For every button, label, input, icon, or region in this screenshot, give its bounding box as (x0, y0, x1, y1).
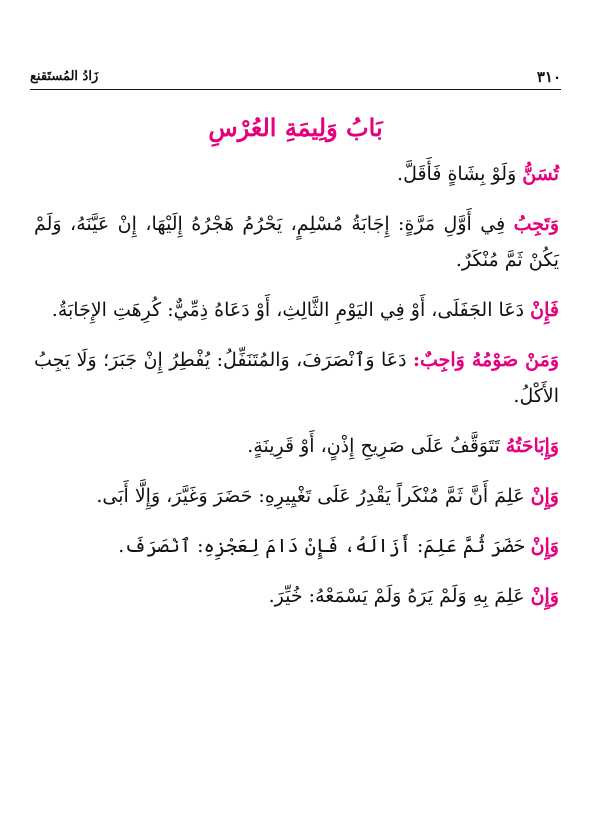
paragraph-text: تَتَوَقَّفُ عَلَى صَرِيحِ إِذْنٍ، أَوْ قَرِينَةٍ. (247, 435, 506, 457)
paragraph-text: وَلَوْ بِشَاةٍ فَأَقَلَّ. (397, 163, 523, 185)
body-text (34, 156, 559, 628)
paragraph-lead: فَإِنْ (530, 299, 559, 321)
paragraph-text: دَعَا وَٱنْصَرَفَ، وَالمُتَنَفِّلُ: يُفْطِرُ إِنْ جَبَرَ؛ وَلَا يَجِبُ الأَكْلُ. (34, 349, 559, 407)
paragraph-lead: تُسَنُّ (522, 163, 559, 185)
paragraph-lead: وَإِنْ (530, 585, 559, 607)
page-number: ٣١٠ (536, 68, 561, 86)
paragraph-text: فِي أَوَّلِ مَرَّةٍ: إِجَابَةُ مُسْلِمٍ، يَحْرُمُ هَجْرُهُ إِلَيْهَا، إِنْ عَيَّنَهُ، وَلَمْ يَكُنْ ثَمَّ مُنْكَرٌ. (34, 213, 559, 271)
paragraph-lead: وَإِنْ (530, 485, 559, 507)
paragraph (34, 428, 559, 464)
paragraph-text: حَضَرَ ثُمَّ عَلِمَ: أَزَالَهُ، فَإِنْ دَامَ لِعَجْزِهِ: ٱنْصَرَفَ. (118, 535, 531, 557)
paragraph (34, 342, 559, 414)
paragraph (34, 292, 559, 328)
paragraph-text: عَلِمَ أَنَّ ثَمَّ مُنْكَراً يَقْدِرُ عَلَى تَغْيِيرِهِ: حَضَرَ وَغَيَّرَ، وَإِلَّا أَبَى. (96, 485, 531, 507)
book-title: زَادُ المُستَقنع (30, 69, 99, 84)
paragraph-lead: وَإِنْ (530, 535, 559, 557)
paragraph-text: دَعَا الجَفَلَى، أَوْ فِي اليَوْمِ الثَّالِثِ، أَوْ دَعَاهُ ذِمِّيٌّ: كُرِهَتِ الإِجَابَةُ. (51, 299, 531, 321)
paragraph (34, 156, 559, 192)
paragraph (34, 578, 559, 614)
paragraph-text: عَلِمَ بِهِ وَلَمْ يَرَهُ وَلَمْ يَسْمَعْهُ: خُيِّرَ. (268, 585, 531, 607)
header-rule (30, 89, 561, 90)
paragraph-lead: وَإِبَاحَتُهُ (505, 435, 559, 457)
paragraph (34, 528, 559, 564)
paragraph-lead: وَتَجِبُ (513, 213, 559, 235)
paragraph (34, 478, 559, 514)
paragraph-lead: وَمَنْ صَوْمُهُ وَاجِبٌ: (412, 349, 560, 371)
running-head (30, 64, 561, 86)
chapter-title: بَابُ وَلِيمَةِ العُرْسِ (208, 113, 383, 142)
paragraph (34, 206, 559, 278)
